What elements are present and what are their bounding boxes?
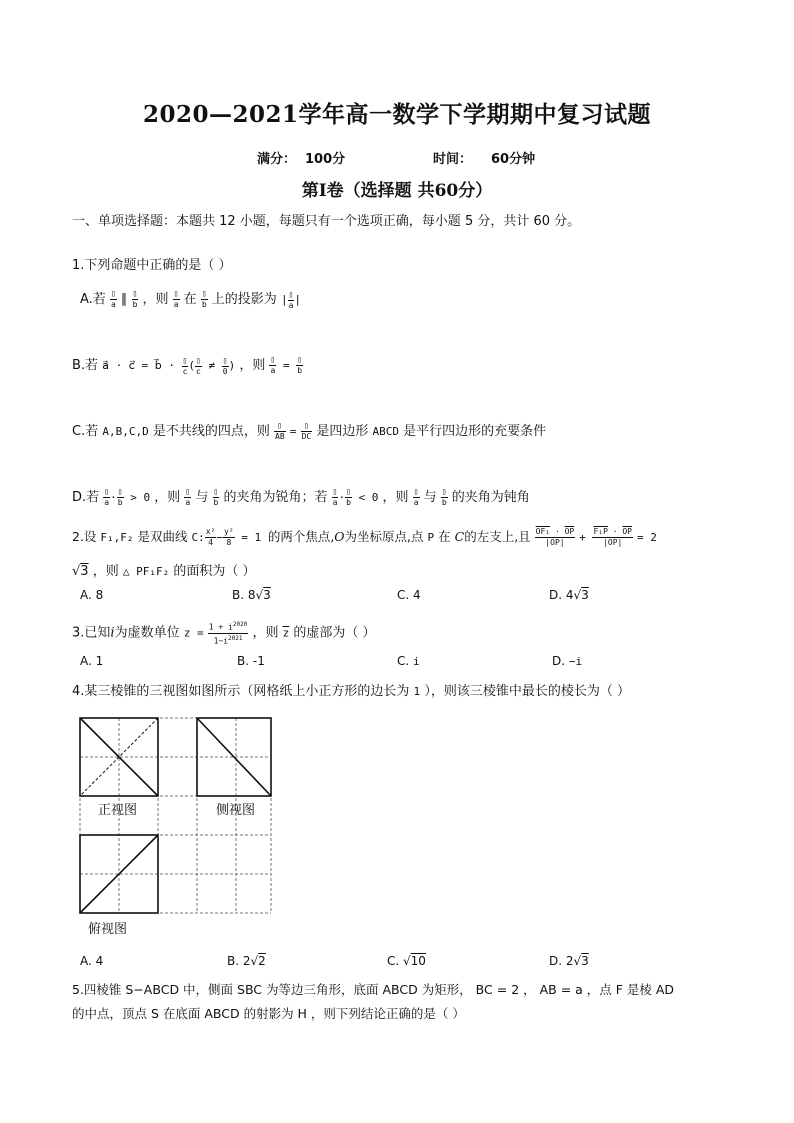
q3-stem: 3.已知i为虚数单位 z = $\frac{1 + i^{2020}}{1-i^{2021}}$ ，则 $\overline{z}$ 的虚部为（ ） [72,621,376,646]
score-value: 100分 [305,152,346,167]
q1-option-d: D.若 $\frac{▯}{a}$ · $\frac{▯}{b}$ > 0 ，则 $\frac{▯}{a}$ 与 $\frac{▯}{b}$ 的夹角为锐角；若 $\frac{▯}{a}$ · $\frac{▯}{b}$ < 0 ，则 $\frac{▯}{a}$ 与 $\frac{▯}{b}$ 的夹角为钝角 [72,487,530,507]
q4-option-b: B. 2√2 [227,954,266,968]
q2-stem: 2.设 F₁,F₂ 是双曲线 C: $\frac{\text{x²}}{4}$ − $\frac{\text{y²}}{8}$ = 1 的两个焦点,O为坐标原点,点 P 在 C的左支上,且 $\frac{OF_1 \cdot \overline{OP}}{|\overline{OP}|}$ + $\frac{F_1P \cdot \overline{OP}}{|\overline{OP}|}$ = 2 [72,527,657,547]
q4-option-a: A. 4 [80,954,104,968]
q2-stem-line2: √3 ，则 △ PF₁F₂ 的面积为（ ） [72,564,256,579]
side-view-label: 侧视图 [216,803,256,818]
q2-option-c: C. 4 [397,588,421,602]
instructions: 一、单项选择题：本题共 12 小题，每题只有一个选项正确，每小题 5 分，共计 60 分。 [72,214,581,229]
time-value: 60分钟 [491,152,536,167]
top-view-label: 俯视图 [88,922,128,937]
side-view [197,718,271,796]
q4-option-d: D. 2√3 [549,954,589,968]
q1-option-a: A.若 $\frac{▯}{a}$ ∥ $\frac{▯}{b}$ ，则 $\frac{▯}{a}$ 在 $\frac{▯}{b}$ 上的投影为 | $\frac{▯}{a}$ | [80,289,302,310]
section-title: 第Ⅰ卷（选择题 共60分） [301,181,493,201]
time-label: 时间： [433,152,473,167]
q3-option-c: C. i [397,654,420,668]
q1-option-b: B.若 a⃗ · c⃗ = b⃗ · $\frac{▯}{c}$ ( $\frac{▯}{c}$ ≠ $\frac{▯}{0}$ ) ，则 $\frac{▯}{a}$ = $\frac{▯}{b}$ [72,355,303,376]
q1-stem: 1.下列命题中正确的是（ ） [72,258,232,273]
q5-line2: 的中点，顶点 S 在底面 ABCD 的射影为 H ，则下列结论正确的是（ ） [72,1006,465,1021]
front-view-label: 正视图 [98,803,138,818]
q2-option-a: A. 8 [80,588,104,602]
q3-option-d: D. −i [552,654,583,668]
page-title: 2020—2021学年高一数学下学期期中复习试题 [142,101,652,128]
q1-option-c: C.若 A,B,C,D 是不共线的四点，则 $\frac{▯}{AB}$ = $\frac{▯}{DC}$ 是四边形 ABCD 是平行四边形的充要条件 [72,421,547,441]
q3-option-b: B. -1 [237,654,265,668]
q2-option-d: D. 4√3 [549,588,589,602]
q3-option-a: A. 1 [80,654,104,668]
q2-option-b: B. 8√3 [232,588,271,602]
q5-line1: 5.四棱锥 S−ABCD 中，侧面 SBC 为等边三角形，底面 ABCD 为矩形， BC = 2 ， AB = a ，点 F 是棱 AD [72,982,675,997]
three-view-diagram [76,714,276,942]
q4-stem: 4.某三棱锥的三视图如图所示（网格纸上小正方形的边长为 1 ），则该三棱锥中最长的棱长为（ ） [72,684,630,699]
score-label: 满分： [257,152,297,167]
q4-option-c: C. √10 [387,954,426,968]
